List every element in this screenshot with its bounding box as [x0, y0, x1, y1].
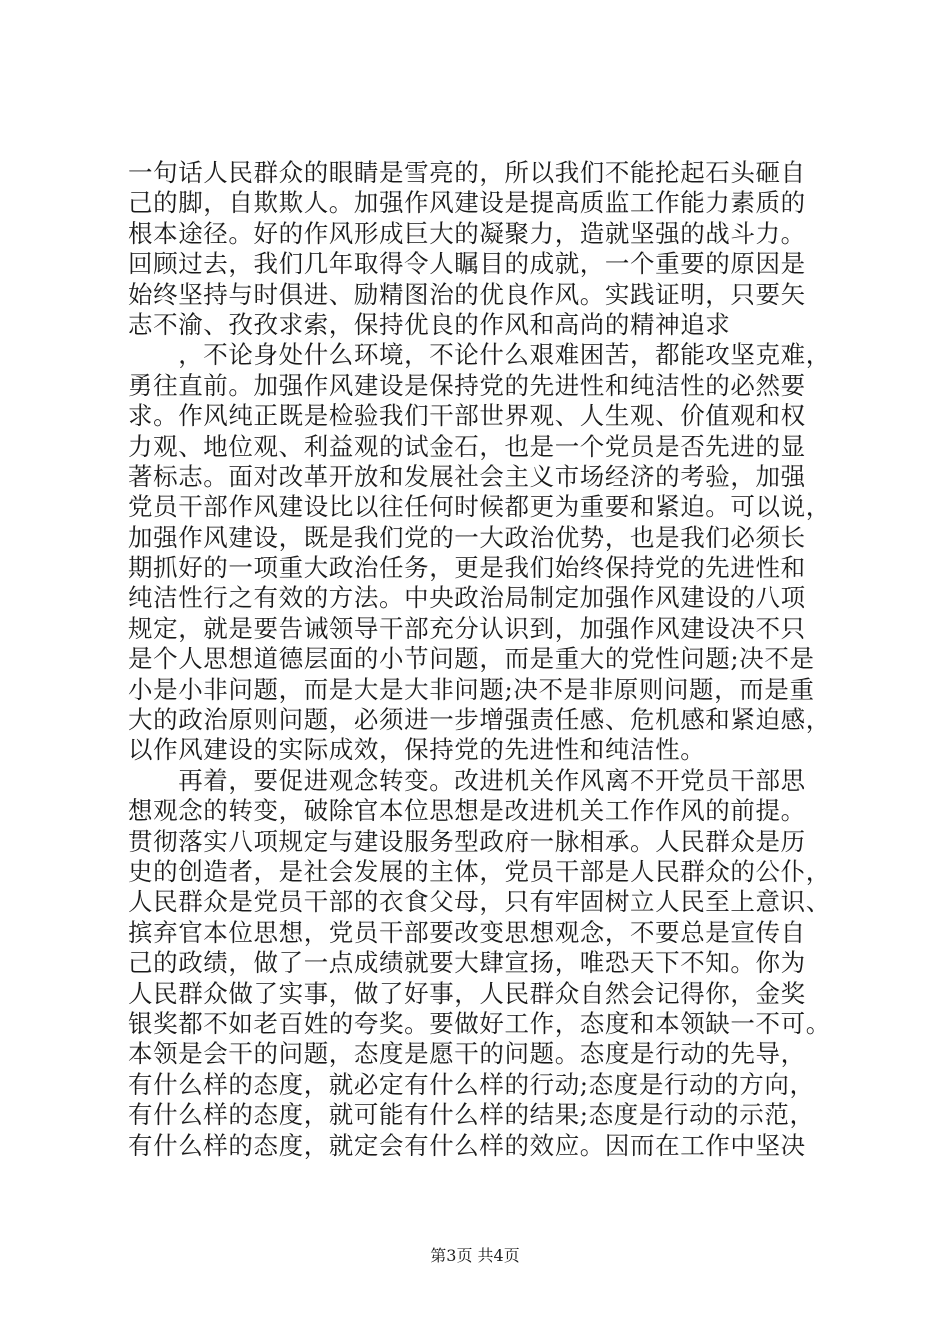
body-text [128, 158, 858, 1161]
page-number: 第3页 共4页 [430, 1246, 520, 1265]
text-line: 志不渝、孜孜求索，保持优良的作风和高尚的精神追求 [128, 309, 731, 339]
text-line: 人民群众做了实事，做了好事，人民群众自然会记得你，金奖 [128, 978, 806, 1008]
text-line: 一句话人民群众的眼睛是雪亮的，所以我们不能抡起石头砸自 [128, 158, 806, 187]
text-line: 有什么样的态度，就定会有什么样的效应。因而在工作中坚决 [128, 1130, 806, 1160]
text-line: 始终坚持与时俱进、励精图治的优良作风。实践证明，只要矢 [128, 279, 806, 309]
text-line: 史的创造者，是社会发展的主体，党员干部是人民群众的公仆， [128, 856, 831, 886]
text-line: 期抓好的一项重大政治任务，更是我们始终保持党的先进性和 [128, 553, 806, 583]
text-line: 己的政绩，做了一点成绩就要大肆宣扬，唯恐天下不知。你为 [128, 948, 806, 978]
text-line: 纯洁性行之有效的方法。中央政治局制定加强作风建设的八项 [128, 583, 806, 613]
text-line: 加强作风建设，既是我们党的一大政治优势，也是我们必须长 [128, 522, 806, 552]
text-line: 贯彻落实八项规定与建设服务型政府一脉相承。人民群众是历 [128, 826, 806, 856]
text-line: 再着，要促进观念转变。改进机关作风离不开党员干部思 [128, 765, 806, 795]
text-line: 回顾过去，我们几年取得令人瞩目的成就，一个重要的原因是 [128, 249, 806, 279]
text-line: 有什么样的态度，就可能有什么样的结果;态度是行动的示范， [128, 1100, 815, 1130]
text-line: 大的政治原则问题，必须进一步增强责任感、危机感和紧迫感， [128, 705, 831, 735]
text-line: 是个人思想道德层面的小节问题，而是重大的党性问题;决不是 [128, 644, 815, 674]
page-footer [0, 1243, 950, 1266]
text-line: 著标志。面对改革开放和发展社会主义市场经济的考验，加强 [128, 461, 806, 491]
text-line: 想观念的转变，破除官本位思想是改进机关工作作风的前提。 [128, 796, 806, 826]
text-line: 人民群众是党员干部的衣食父母，只有牢固树立人民至上意识、 [128, 887, 831, 917]
text-line: 小是小非问题，而是大是大非问题;决不是非原则问题，而是重 [128, 674, 815, 704]
text-line: 勇往直前。加强作风建设是保持党的先进性和纯洁性的必然要 [128, 370, 806, 400]
text-line: 银奖都不如老百姓的夸奖。要做好工作，态度和本领缺一不可。 [128, 1008, 831, 1038]
text-line: 以作风建设的实际成效，保持党的先进性和纯洁性。 [128, 735, 706, 765]
text-line: 摈弃官本位思想，党员干部要改变思想观念，不要总是宣传自 [128, 917, 806, 947]
text-line: 求。作风纯正既是检验我们干部世界观、人生观、价值观和权 [128, 401, 806, 431]
text-line: 党员干部作风建设比以往任何时候都更为重要和紧迫。可以说， [128, 492, 831, 522]
text-line: 有什么样的态度，就必定有什么样的行动;态度是行动的方向， [128, 1069, 815, 1099]
text-line: 力观、地位观、利益观的试金石，也是一个党员是否先进的显 [128, 431, 806, 461]
text-line: 己的脚，自欺欺人。加强作风建设是提高质监工作能力素质的 [128, 188, 806, 218]
text-line: ，不论身处什么环境，不论什么艰难困苦，都能攻坚克难， [128, 340, 831, 370]
text-line: 根本途径。好的作风形成巨大的凝聚力，造就坚强的战斗力。 [128, 218, 806, 248]
text-line: 规定，就是要告诫领导干部充分认识到，加强作风建设决不只 [128, 613, 806, 643]
text-line: 本领是会干的问题，态度是愿干的问题。态度是行动的先导， [128, 1039, 806, 1069]
